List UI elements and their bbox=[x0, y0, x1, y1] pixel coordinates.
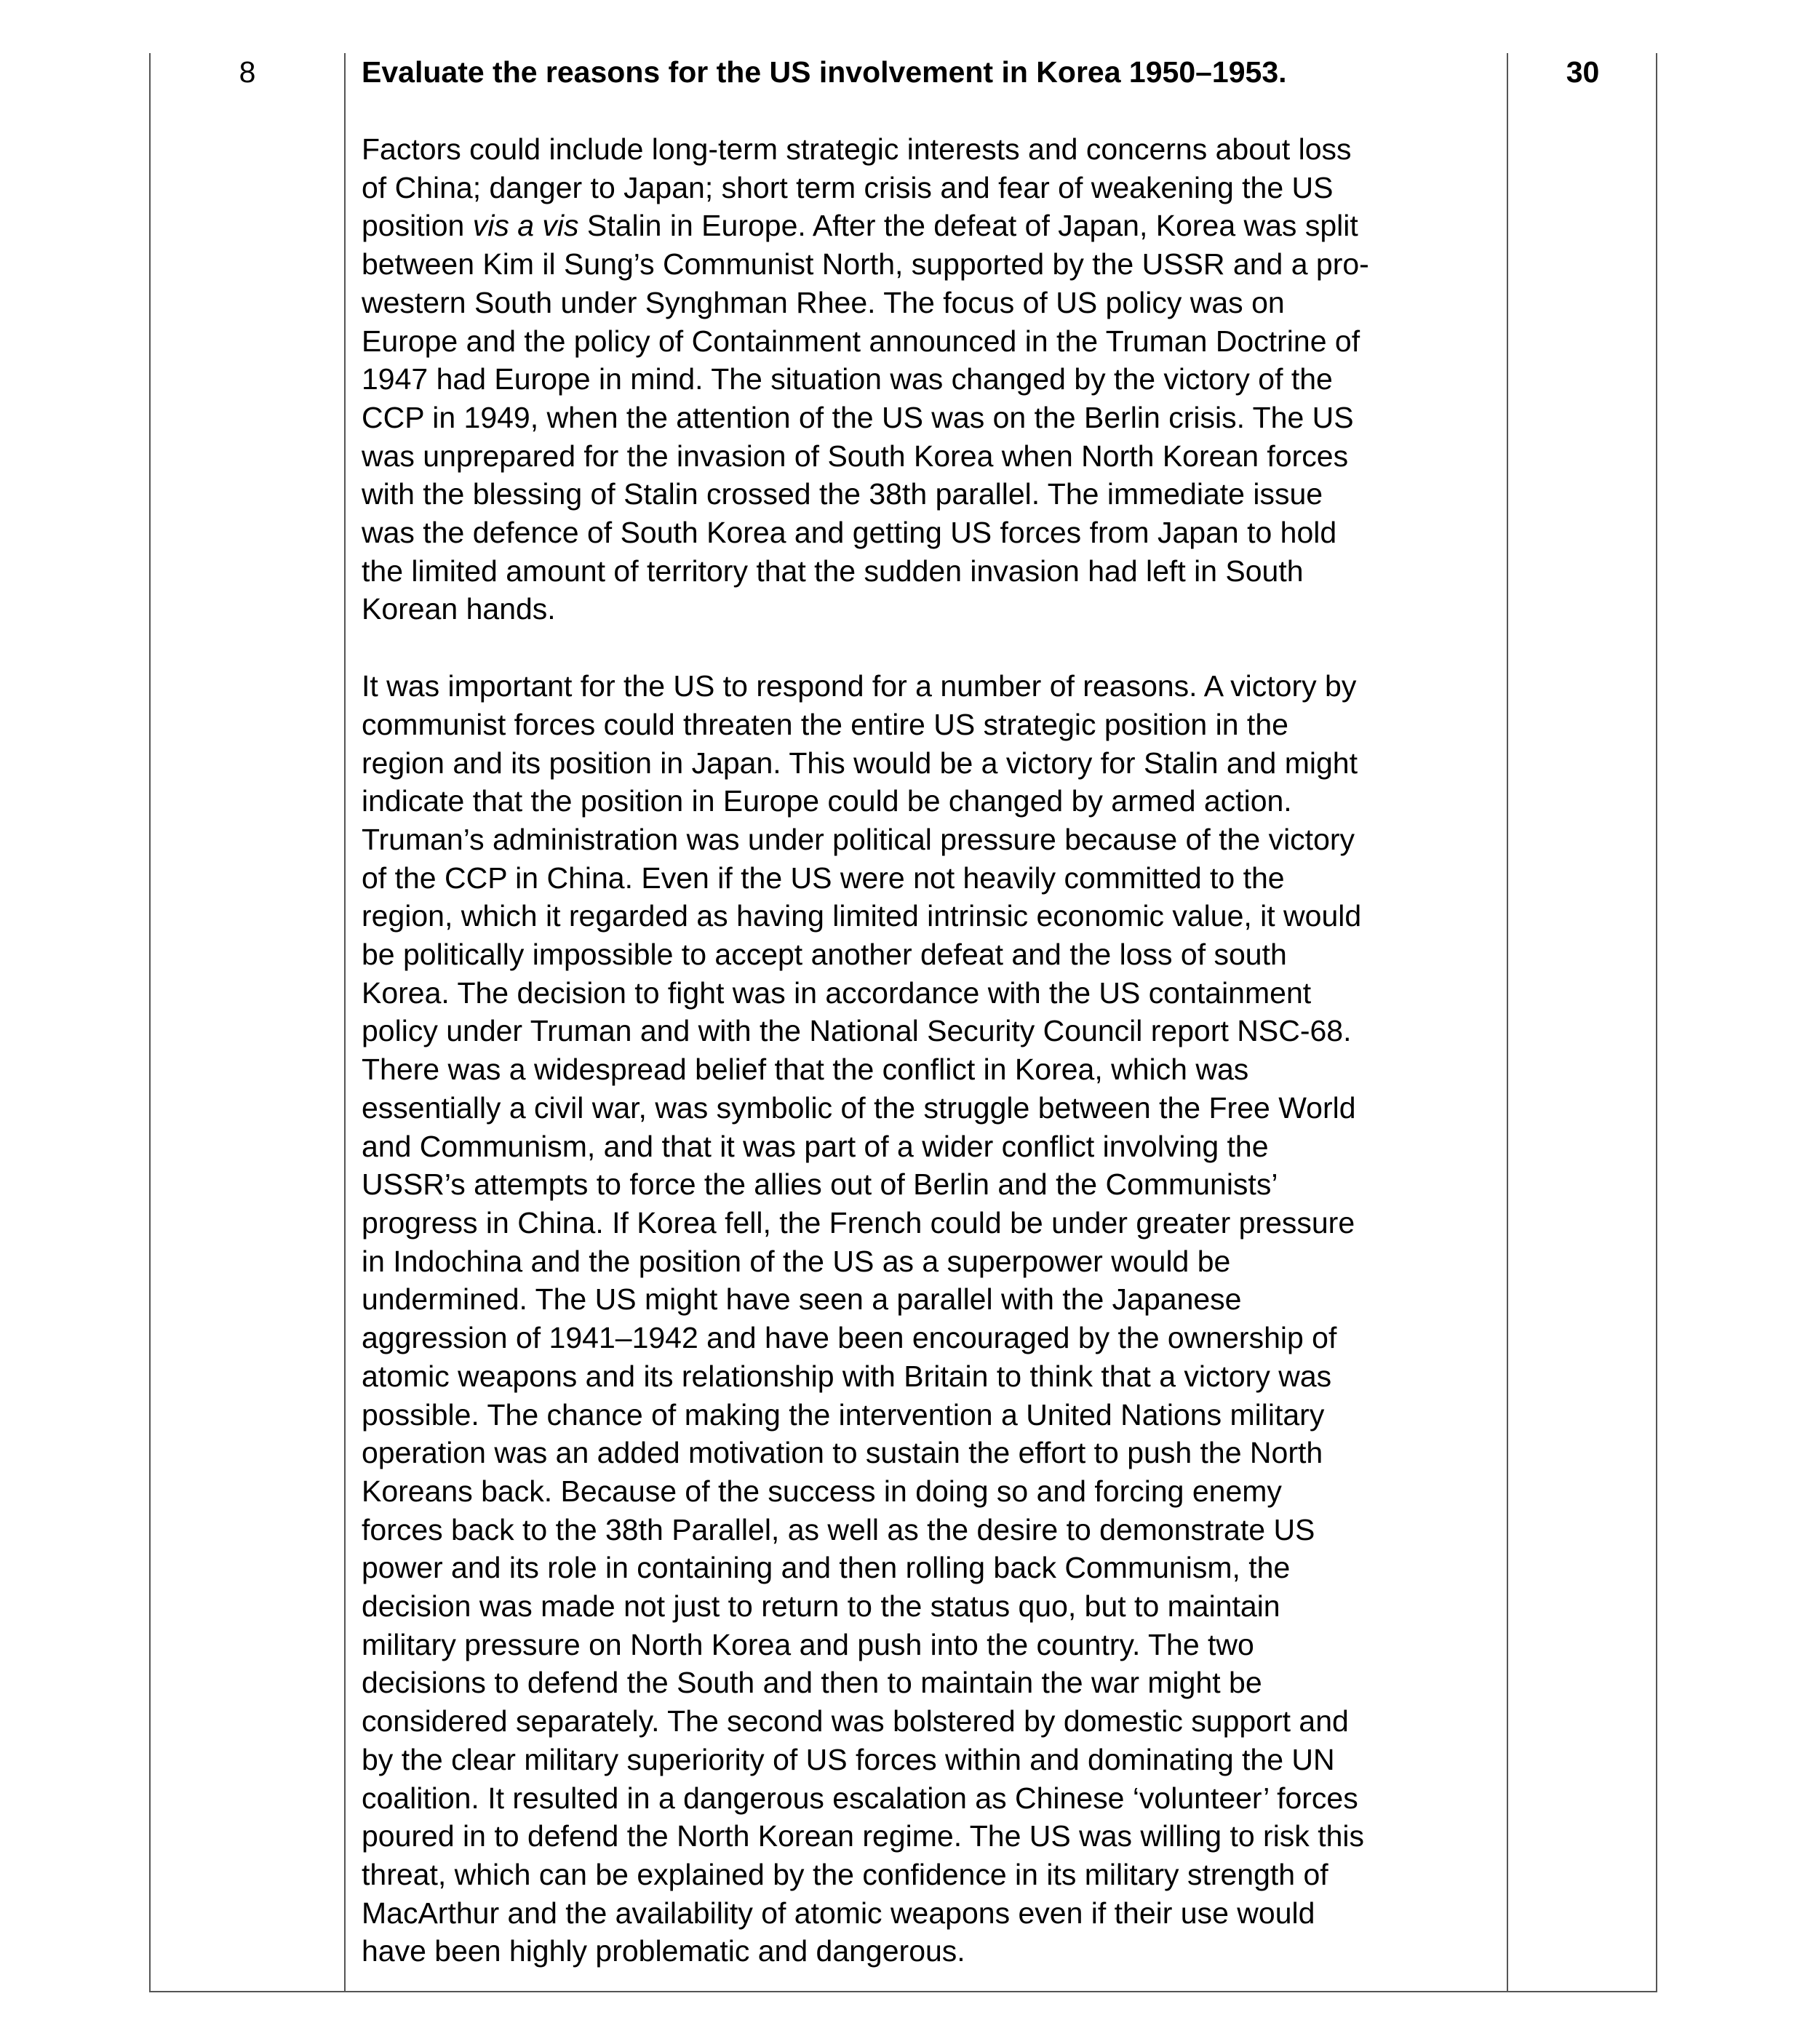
paragraph-2-line: be politically impossible to accept another defeat and the loss of south bbox=[362, 938, 1287, 972]
paragraph-2-line: power and its role in containing and then rolling back Communism, the bbox=[362, 1551, 1291, 1585]
paragraph-2-line: forces back to the 38th Parallel, as well as the desire to demonstrate US bbox=[362, 1512, 1315, 1546]
paragraph-2-line: Korea. The decision to fight was in accordance with the US containment bbox=[362, 975, 1312, 1010]
paragraph-1-line: Factors could include long-term strategic interests and concerns about loss bbox=[362, 132, 1352, 166]
paragraph-2-line: considered separately. The second was bolstered by domestic support and bbox=[362, 1704, 1349, 1738]
spacer bbox=[362, 92, 1497, 130]
paragraph-2 bbox=[362, 667, 1497, 1971]
paragraph-2-line: have been highly problematic and dangerous. bbox=[362, 1934, 965, 1968]
paragraph-2-line: It was important for the US to respond for a number of reasons. A victory by bbox=[362, 669, 1357, 703]
text-run: Stalin in Europe. After the defeat of Japan, Korea was split bbox=[578, 209, 1358, 243]
answer-cell bbox=[362, 53, 1497, 1971]
paragraph-2-line: communist forces could threaten the entire US strategic position in the bbox=[362, 707, 1288, 741]
paragraph-1-line: CCP in 1949, when the attention of the US was on the Berlin crisis. The US bbox=[362, 400, 1354, 434]
paragraph-2-line: indicate that the position in Europe could be changed by armed action. bbox=[362, 784, 1292, 818]
paragraph-2-line: region and its position in Japan. This would be a victory for Stalin and might bbox=[362, 746, 1358, 780]
paragraph-2-line: by the clear military superiority of US forces within and dominating the UN bbox=[362, 1742, 1335, 1776]
paragraph-2-line: aggression of 1941–1942 and have been encouraged by the ownership of bbox=[362, 1321, 1337, 1355]
paragraph-1-line: was the defence of South Korea and getting US forces from Japan to hold bbox=[362, 516, 1337, 550]
paragraph-1-line: with the blessing of Stalin crossed the 38th parallel. The immediate issue bbox=[362, 477, 1323, 511]
paragraph-1-line: 1947 had Europe in mind. The situation was changed by the victory of the bbox=[362, 362, 1333, 396]
paragraph-2-line: policy under Truman and with the National Security Council report NSC-68. bbox=[362, 1014, 1352, 1048]
paragraph-2-line: atomic weapons and its relationship with Britain to think that a victory was bbox=[362, 1359, 1332, 1393]
paragraph-2-line: decision was made not just to return to the status quo, but to maintain bbox=[362, 1589, 1280, 1624]
italic-phrase: vis a vis bbox=[472, 209, 579, 243]
paragraph-2-line: Koreans back. Because of the success in doing so and forcing enemy bbox=[362, 1474, 1282, 1508]
column-divider-marks bbox=[1507, 53, 1508, 1991]
paragraph-2-line: poured in to defend the North Korean regime. The US was willing to risk this bbox=[362, 1819, 1365, 1853]
paragraph-1-line: of China; danger to Japan; short term crisis and fear of weakening the US bbox=[362, 170, 1334, 204]
paragraph-2-line: essentially a civil war, was symbolic of the struggle between the Free World bbox=[362, 1090, 1356, 1125]
question-number: 8 bbox=[239, 55, 256, 89]
mark-scheme-table bbox=[149, 53, 1657, 1992]
text-run: position bbox=[362, 209, 473, 243]
paragraph-2-line: coalition. It resulted in a dangerous escalation as Chinese ‘volunteer’ forces bbox=[362, 1781, 1358, 1815]
paragraph-1-rest bbox=[362, 245, 1497, 628]
paragraph-2-line: military pressure on North Korea and push into the country. The two bbox=[362, 1627, 1254, 1661]
paragraph-2-line: possible. The chance of making the intervention a United Nations military bbox=[362, 1397, 1325, 1432]
paragraph-1 bbox=[362, 130, 1497, 628]
paragraph-1-line: western South under Synghman Rhee. The focus of US policy was on bbox=[362, 285, 1285, 319]
marks-value: 30 bbox=[1566, 55, 1600, 89]
paragraph-2-line: progress in China. If Korea fell, the French could be under greater pressure bbox=[362, 1205, 1355, 1239]
question-title: Evaluate the reasons for the US involvement in Korea 1950–1953. bbox=[362, 55, 1287, 89]
paragraph-2-line: undermined. The US might have seen a parallel with the Japanese bbox=[362, 1282, 1242, 1317]
paragraph-2-line: Truman’s administration was under political pressure because of the victory bbox=[362, 822, 1355, 856]
paragraph-2-line: region, which it regarded as having limited intrinsic economic value, it would bbox=[362, 899, 1362, 933]
paragraph-2-line: of the CCP in China. Even if the US were not heavily committed to the bbox=[362, 861, 1285, 895]
spacer bbox=[362, 628, 1497, 667]
paragraph-2-line: threat, which can be explained by the confidence in its military strength of bbox=[362, 1857, 1328, 1891]
column-divider-question bbox=[344, 53, 346, 1991]
paragraph-2-line: USSR’s attempts to force the allies out of Berlin and the Communists’ bbox=[362, 1167, 1278, 1202]
paragraph-1-line bbox=[362, 207, 1497, 245]
paragraph-2-line: decisions to defend the South and then to maintain the war might be bbox=[362, 1666, 1262, 1700]
paragraph-1-line: the limited amount of territory that the sudden invasion had left in South bbox=[362, 554, 1304, 588]
paragraph-1-line: Europe and the policy of Containment announced in the Truman Doctrine of bbox=[362, 324, 1360, 358]
paragraph-2-line: MacArthur and the availability of atomic weapons even if their use would bbox=[362, 1896, 1315, 1930]
paragraph-1-line: was unprepared for the invasion of South Korea when North Korean forces bbox=[362, 439, 1349, 473]
paragraph-1-line: between Kim il Sung’s Communist North, supported by the USSR and a pro- bbox=[362, 247, 1369, 282]
paragraph-2-line: operation was an added motivation to sustain the effort to push the North bbox=[362, 1436, 1323, 1470]
paragraph-2-line: There was a widespread belief that the conflict in Korea, which was bbox=[362, 1053, 1249, 1087]
paragraph-2-line: and Communism, and that it was part of a wider conflict involving the bbox=[362, 1129, 1269, 1163]
paragraph-2-line: in Indochina and the position of the US as a superpower would be bbox=[362, 1244, 1231, 1278]
paragraph-1-line: Korean hands. bbox=[362, 592, 556, 626]
